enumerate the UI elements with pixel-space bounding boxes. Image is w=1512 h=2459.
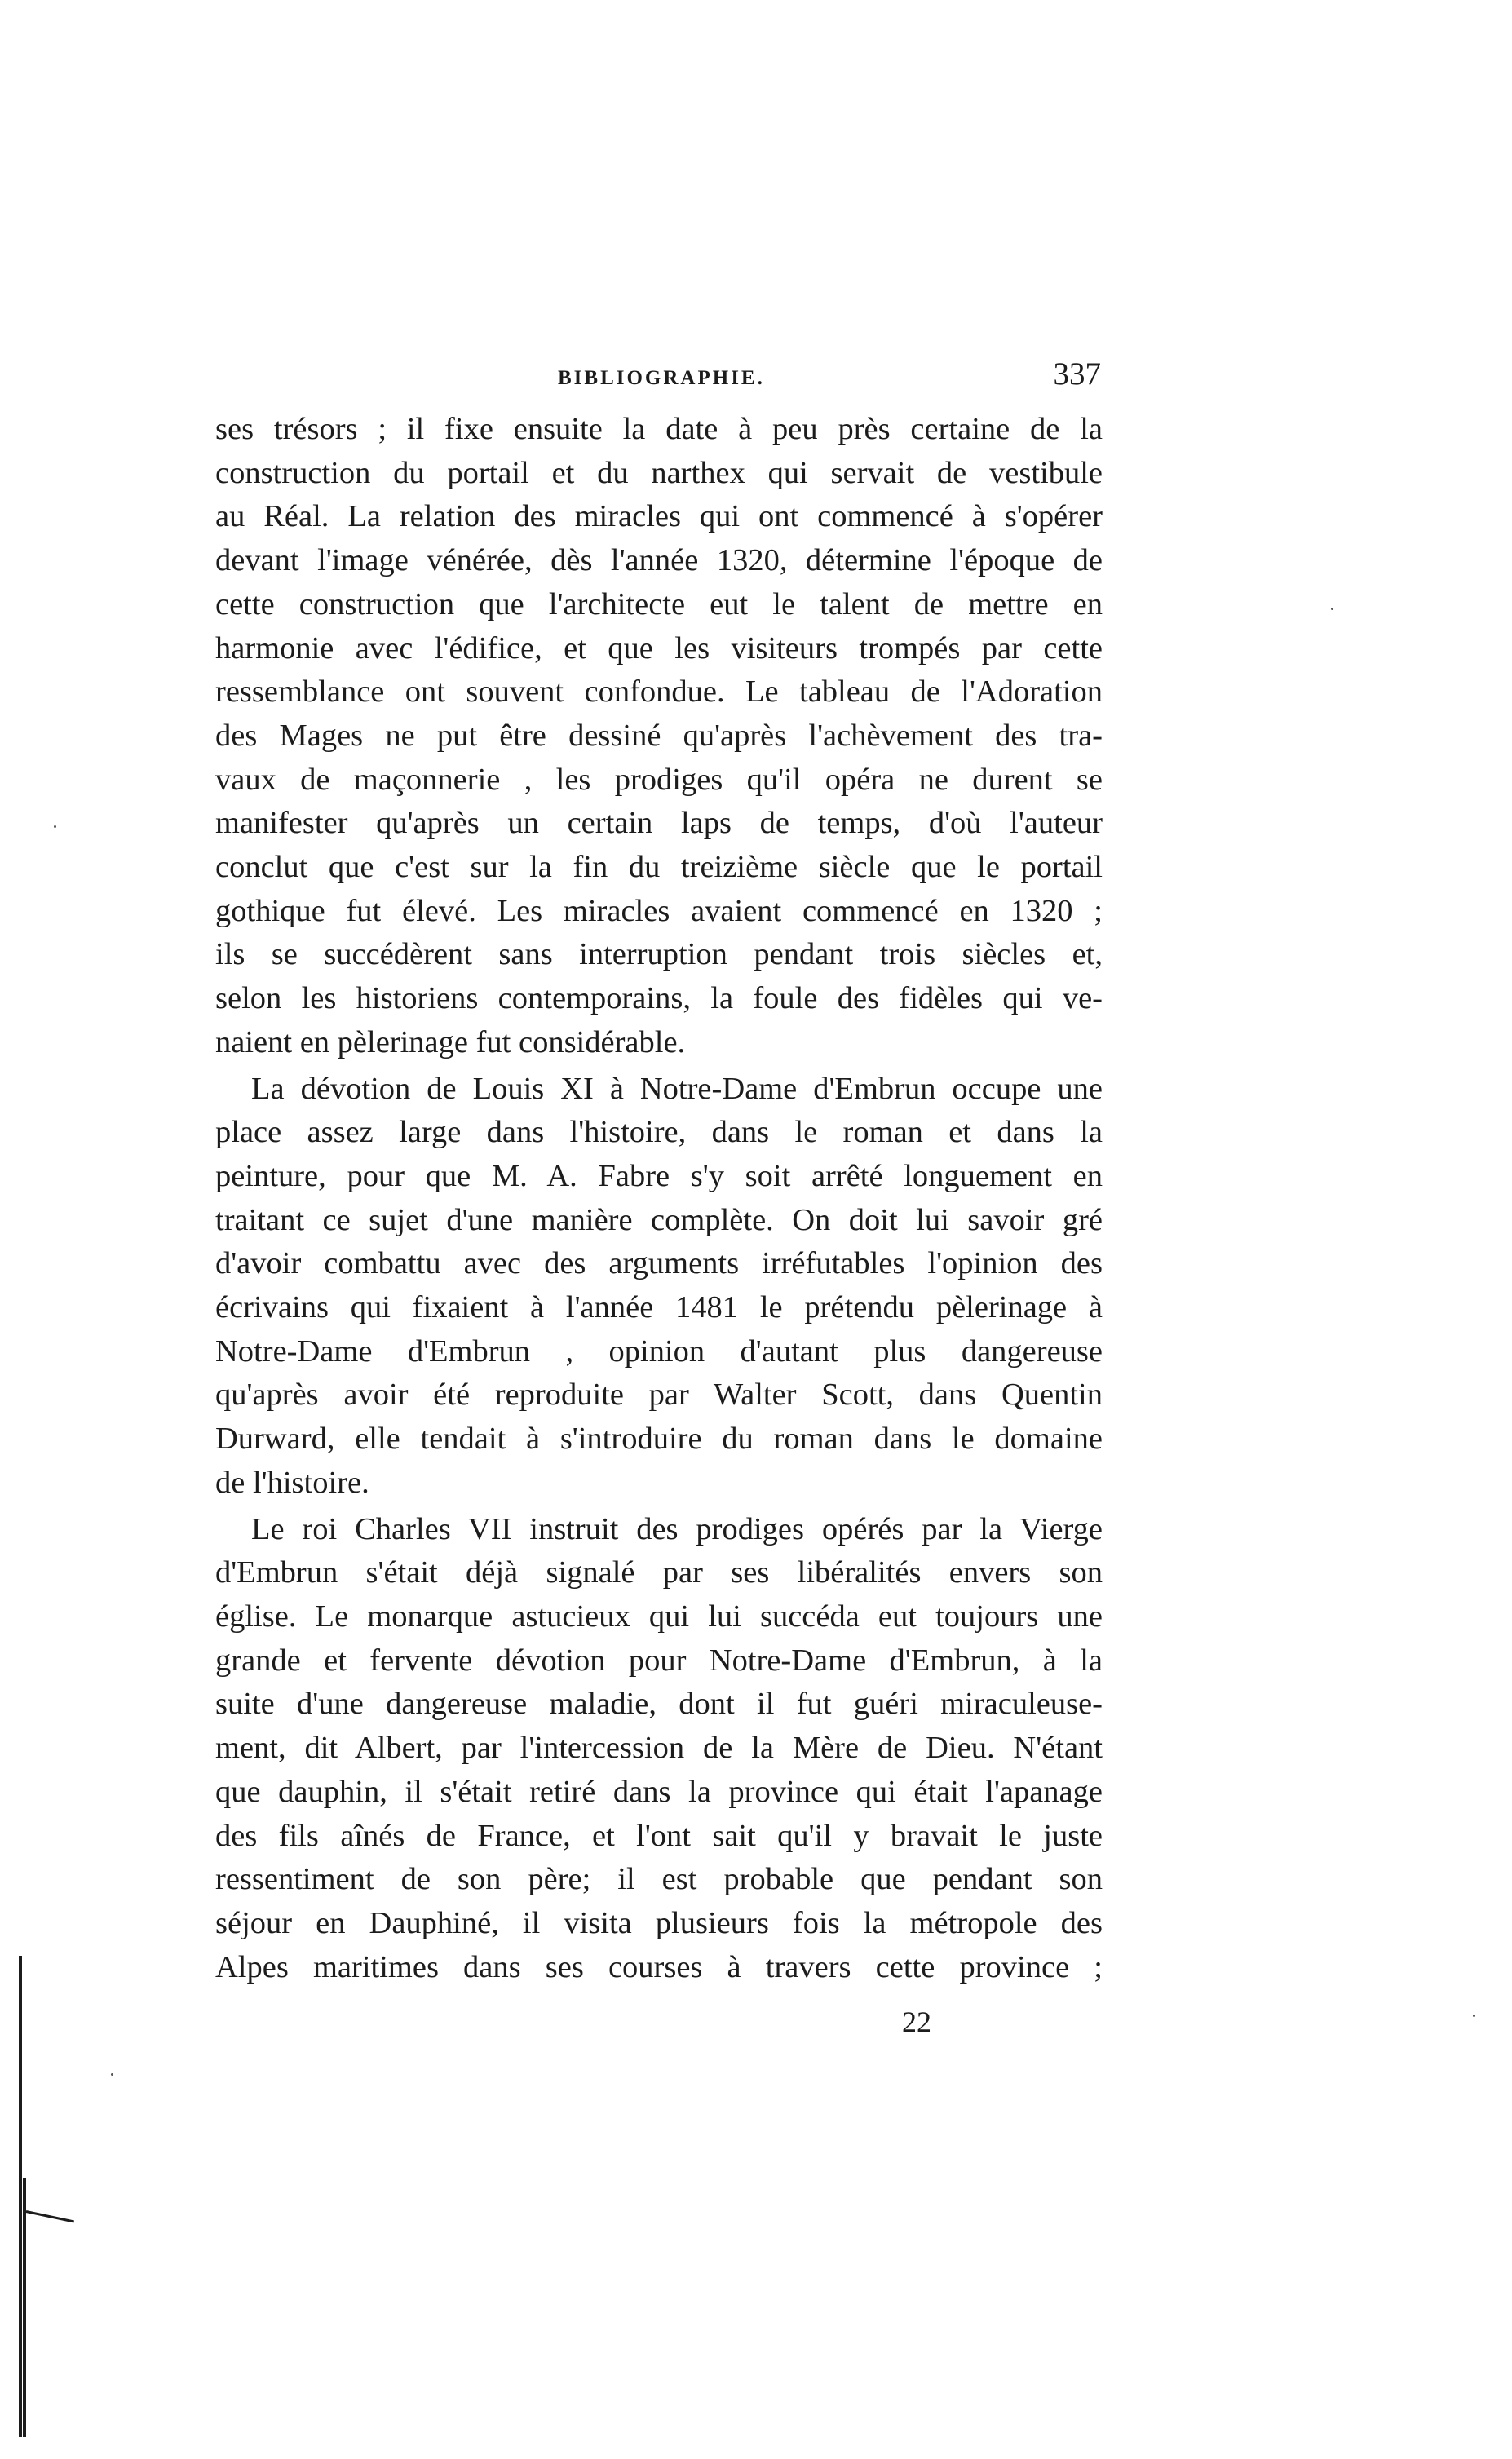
text-line: qu'après avoir été reproduite par Walter Scott, dans Quentin <box>215 1378 1103 1413</box>
text-line: ressemblance ont souvent confondue. Le tableau de l'Adoration <box>215 674 1103 710</box>
text-line: gothique fut élevé. Les miracles avaient commencé en 1320 ; <box>215 893 1103 928</box>
text-line: La dévotion de Louis XI à Notre-Dame d'Embrun occupe une <box>251 1071 1103 1106</box>
paragraph-2 <box>215 1068 1103 1506</box>
binding-edge-mark <box>19 1956 22 2437</box>
text-line: harmonie avec l'édifice, et que les visiteurs trompés par cette <box>215 630 1103 666</box>
text-line: construction du portail et du narthex qui servait de vestibule <box>215 455 1103 490</box>
text-line: selon les historiens contemporains, la foule des fidèles qui ve- <box>215 981 1103 1016</box>
scan-speck <box>54 825 56 828</box>
text-line: ment, dit Albert, par l'intercession de la Mère de Dieu. N'étant <box>215 1731 1103 1766</box>
text-line: place assez large dans l'histoire, dans le roman et dans la <box>215 1115 1103 1150</box>
scan-speck <box>1331 608 1333 610</box>
paragraph-1 <box>215 408 1103 1065</box>
text-line: naient en pèlerinage fut considérable. <box>215 1024 686 1059</box>
text-line: écrivains qui fixaient à l'année 1481 le prétendu pèlerinage à <box>215 1290 1103 1325</box>
text-line: de l'histoire. <box>215 1465 369 1500</box>
text-line: ses trésors ; il fixe ensuite la date à peu près certaine de la <box>215 412 1103 446</box>
text-line: Le roi Charles VII instruit des prodiges opérés par la Vierge <box>251 1511 1103 1546</box>
text-line: grande et fervente dévotion pour Notre-Dame d'Embrun, à la <box>215 1643 1103 1678</box>
text-line: vaux de maçonnerie , les prodiges qu'il opéra ne durent se <box>215 762 1103 797</box>
text-line: ils se succédèrent sans interruption pendant trois siècles et, <box>215 937 1103 972</box>
binding-edge-mark <box>23 2178 26 2437</box>
text-line: Notre-Dame d'Embrun , opinion d'autant plus dangereuse <box>215 1333 1103 1369</box>
scan-speck <box>111 2073 113 2076</box>
text-line: d'Embrun s'était déjà signalé par ses libéralités envers son <box>215 1555 1103 1590</box>
text-line: ressentiment de son père; il est probable que pendant son <box>215 1862 1103 1897</box>
text-line: conclut que c'est sur la fin du treizième siècle que le portail <box>215 850 1103 885</box>
text-line: devant l'image vénérée, dès l'année 1320, détermine l'époque de <box>215 543 1103 578</box>
text-line: traitant ce sujet d'une manière complète. On doit lui savoir gré <box>215 1202 1103 1237</box>
text-line: au Réal. La relation des miracles qui ont commencé à s'opérer <box>215 499 1103 534</box>
text-line: Durward, elle tendait à s'introduire du roman dans le domaine <box>215 1422 1103 1457</box>
text-line: des fils aînés de France, et l'ont sait qu'il y bravait le juste <box>215 1818 1103 1853</box>
text-line: séjour en Dauphiné, il visita plusieurs fois la métropole des <box>215 1905 1103 1940</box>
body-text <box>215 408 1103 1989</box>
paragraph-3 <box>215 1508 1103 1990</box>
page-number: 337 <box>1053 356 1101 391</box>
binding-edge-mark <box>26 2210 74 2222</box>
text-line: manifester qu'après un certain laps de temps, d'où l'auteur <box>215 806 1103 841</box>
text-line: Alpes maritimes dans ses courses à travers cette province ; <box>215 1949 1103 1984</box>
scan-speck <box>1473 2015 1475 2017</box>
text-line: peinture, pour que M. A. Fabre s'y soit arrêté longuement en <box>215 1158 1103 1193</box>
signature-mark: 22 <box>902 2006 931 2038</box>
text-line: suite d'une dangereuse maladie, dont il fut guéri miraculeuse- <box>215 1687 1103 1722</box>
text-line: des Mages ne put être dessiné qu'après l'achèvement des tra- <box>215 718 1103 753</box>
text-line: cette construction que l'architecte eut le talent de mettre en <box>215 586 1103 621</box>
text-line: que dauphin, il s'était retiré dans la province qui était l'apanage <box>215 1774 1103 1809</box>
running-header <box>215 356 1103 405</box>
text-line: d'avoir combattu avec des arguments irréfutables l'opinion des <box>215 1246 1103 1281</box>
text-line: église. Le monarque astucieux qui lui succéda eut toujours une <box>215 1599 1103 1634</box>
running-title: BIBLIOGRAPHIE. <box>558 367 765 389</box>
